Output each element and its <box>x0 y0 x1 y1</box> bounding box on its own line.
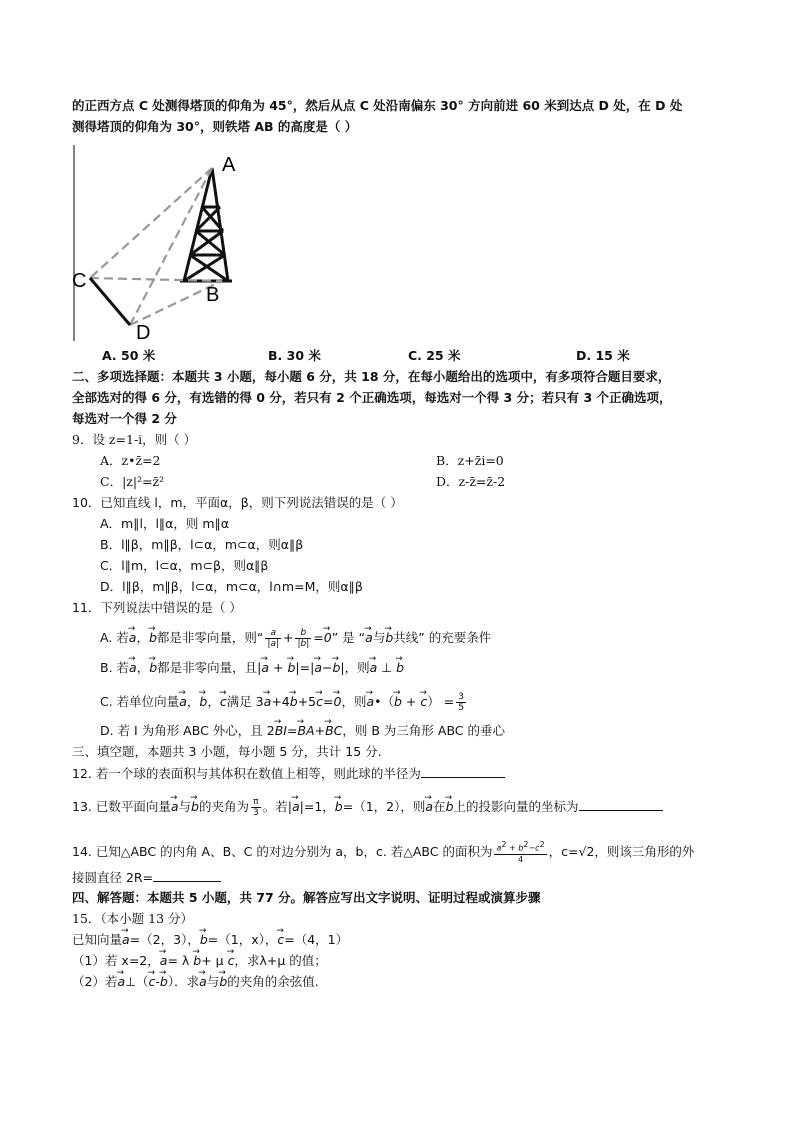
label-a: A <box>222 154 236 176</box>
section2-line-3: 每选对一个得 2 分 <box>72 411 177 426</box>
q11-option-c: C. 若单位向量→ a，→ b，→ c满足 3→ a+4→ b+5→ c=→ 0，则→ a•（→ b + → c） = $\frac{3}{5}$ <box>100 692 468 713</box>
q10-option-c: C．l∥m，l⊂α，m⊂β，则α∥β <box>100 558 269 573</box>
q10-option-d: D．l∥β，m∥β，l⊂α，m⊂α，l∩m=M，则α∥β <box>100 579 363 594</box>
q14-line-2: 接圆直径 2R= <box>72 869 221 886</box>
q15-given: 已知向量→ a=（2，3），→ b=（1，x），→ c=（4，1） <box>72 932 348 948</box>
segment-cd <box>90 278 130 325</box>
q9-option-b: B．z+z̄i=0 <box>436 453 504 468</box>
q7-option-a: A. 50 米 <box>102 348 156 363</box>
tower-lattice <box>180 168 232 281</box>
label-c: C <box>72 270 87 292</box>
q14-answer-blank[interactable] <box>153 869 221 882</box>
q9-option-d: D．z-z̄=z̄-2 <box>436 474 506 489</box>
tower-figure <box>72 145 252 345</box>
q9-stem: 9．设 z=1-i，则（ ） <box>72 432 197 447</box>
section3-title: 三、填空题，本题共 3 小题，每小题 5 分，共计 15 分. <box>72 744 382 759</box>
q10-option-a: A．m∥l，l∥α，则 m∥α <box>100 516 230 531</box>
q11-option-d: D. 若 I 为角形 ABC 外心，且 2→ BI=→ BA+→ BC，则 B 为三角形 ABC 的垂心 <box>100 723 505 739</box>
q11-option-a: A. 若→ a，→ b都是非零向量，则“ $\frac{a}{|a|}$ + $\frac{b}{|b|}$ =→ 0” 是 “→ a与→ b共线” 的充要条件 <box>100 628 491 649</box>
q11-stem: 11．下列说法中错误的是（ ） <box>72 600 242 615</box>
q15-part-2: （2）若→ a⊥（→ c-→ b）．求→ a与→ b的夹角的余弦值. <box>72 974 319 990</box>
q14-line-1: 14. 已知△ABC 的内角 A、B、C 的对边分别为 a，b，c. 若△ABC 的面积为 $\frac{a^2 + b^2-c^2}{4}$ ，c=√2，则该三角形的外 <box>72 840 695 864</box>
q12-answer-blank[interactable] <box>421 765 505 778</box>
label-d: D <box>136 322 151 344</box>
section2-line-2: 全部选对的得 6 分，有选错的得 0 分，若只有 2 个正确选项，每选对一个得 3 分；若只有 3 个正确选项， <box>72 390 672 405</box>
q9-option-a: A．z•z̄=2 <box>100 453 161 468</box>
q9-option-c: C．|z|²=z̄² <box>100 474 165 489</box>
q15-part-1: （1）若 x=2，→ a= λ → b+ μ → c，求λ+μ 的值； <box>72 953 327 969</box>
q10-option-b: B．l∥β，m∥β，l⊂α，m⊂α，则α∥β <box>100 537 304 552</box>
q7-option-b: B. 30 米 <box>268 348 321 363</box>
q10-stem: 10．已知直线 l，m，平面α，β，则下列说法错误的是（ ） <box>72 495 403 510</box>
q7-option-d: D. 15 米 <box>576 348 630 363</box>
q11-option-b: B. 若→ a，→ b都是非零向量，且|→ a + → b|=|→ a−→ b|，则→ a ⊥ → b <box>100 660 404 676</box>
q13-answer-blank[interactable] <box>579 798 663 811</box>
label-b: B <box>206 284 220 306</box>
section2-line-1: 二、多项选择题：本题共 3 小题，每小题 6 分，共 18 分，在每小题给出的选项中，有多项符合题目要求， <box>72 369 671 384</box>
q7-line-2: 测得塔顶的仰角为 30°，则铁塔 AB 的高度是（ ） <box>72 119 358 134</box>
q15-head: 15．（本小题 13 分） <box>72 911 194 926</box>
section4-title: 四、解答题：本题共 5 小题，共 77 分。解答应写出文字说明、证明过程或演算步骤 <box>72 890 541 905</box>
q13: 13. 已数平面向量→ a与→ b的夹角为 $\frac{\pi}{3}$ 。若|→ a|=1，→ b=（1，2），则→ a在→ b上的投影向量的坐标为 <box>72 797 663 818</box>
q12: 12. 若一个球的表面积与其体积在数值上相等，则此球的半径为 <box>72 765 505 782</box>
q7-option-c: C. 25 米 <box>408 348 461 363</box>
q7-line-1: 的正西方点 C 处测得塔顶的仰角为 45°，然后从点 C 处沿南偏东 30° 方向前进 60 米到达点 D 处，在 D 处 <box>72 98 683 113</box>
